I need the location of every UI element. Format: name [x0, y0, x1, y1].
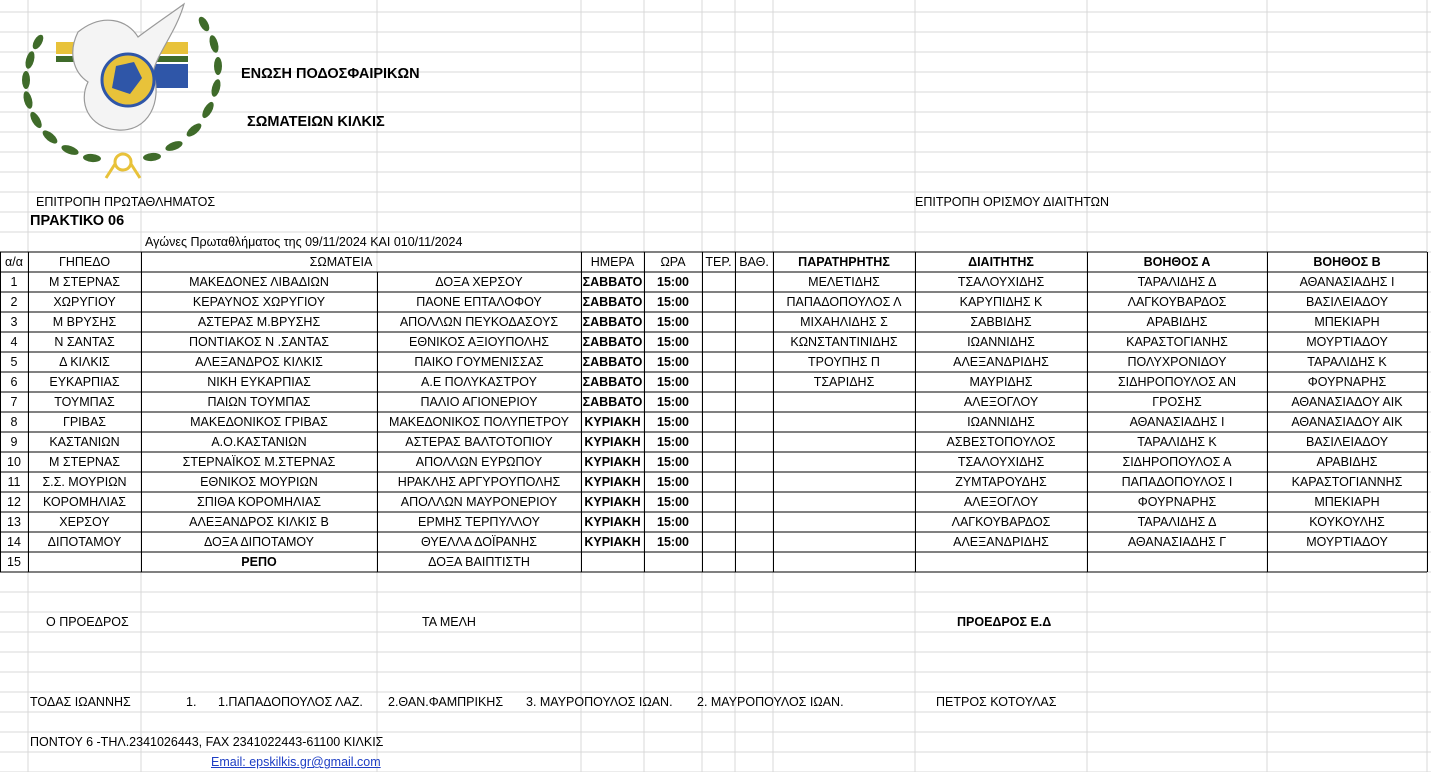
- email-link[interactable]: Email: epskilkis.gr@gmail.com: [211, 755, 381, 769]
- col-referee-header: ΔΙΑΙΤΗΤΗΣ: [968, 255, 1034, 269]
- cell-day: ΚΥΡΙΑΚΗ: [584, 415, 641, 429]
- cell-time: 15:00: [657, 295, 689, 309]
- cell-assistant-b: ΜΠΕΚΙΑΡΗ: [1314, 315, 1380, 329]
- cell-day: ΚΥΡΙΑΚΗ: [584, 475, 641, 489]
- cell-day: ΣΑΒΒΑΤΟ: [582, 355, 643, 369]
- cell-num: 6: [10, 375, 18, 389]
- cell-referee: ΤΣΑΛΟΥΧΙΔΗΣ: [957, 455, 1045, 469]
- cell-assistant-a: ΛΑΓΚΟΥΒΑΡΔΟΣ: [1127, 295, 1227, 309]
- cell-assistant-b: ΜΟΥΡΤΙΑΔΟΥ: [1306, 535, 1388, 549]
- committee-left: ΕΠΙΤΡΟΠΗ ΠΡΩΤΑΘΛΗΜΑΤΟΣ: [36, 195, 216, 209]
- cell-assistant-a: ΑΘΑΝΑΣΙΑΔΗΣ Γ: [1127, 535, 1227, 549]
- cell-num: 13: [7, 515, 21, 529]
- cell-assistant-b: ΒΑΣΙΛΕΙΑΔΟΥ: [1305, 435, 1389, 449]
- cell-time: 15:00: [657, 455, 689, 469]
- cell-observer: ΜΕΛΕΤΙΔΗΣ: [808, 275, 880, 289]
- cell-assistant-b: ΦΟΥΡΝΑΡΗΣ: [1307, 375, 1387, 389]
- cell-home: ΚΕΡΑΥΝΟΣ ΧΩΡΥΓΙΟΥ: [192, 295, 326, 309]
- cell-home: ΝΙΚΗ ΕΥΚΑΡΠΙΑΣ: [207, 375, 311, 389]
- cell-away: ΔΟΞΑ ΧΕΡΣΟΥ: [435, 275, 523, 289]
- cell-referee: ΙΩΑΝΝΙΔΗΣ: [967, 335, 1035, 349]
- cell-referee: ΚΑΡΥΠΙΔΗΣ Κ: [959, 295, 1043, 309]
- cell-referee: ΑΛΕΞΑΝΔΡΙΔΗΣ: [953, 535, 1049, 549]
- cell-away: ΗΡΑΚΛΗΣ ΑΡΓΥΡΟΥΠΟΛΗΣ: [397, 475, 561, 489]
- col-teams-header: ΣΩΜΑΤΕΙΑ: [309, 255, 373, 269]
- col-observer-header: ΠΑΡΑΤΗΡΗΤΗΣ: [798, 255, 890, 269]
- cell-home: ΔΟΞΑ ΔΙΠΟΤΑΜΟΥ: [203, 535, 315, 549]
- cell-ground: Μ ΒΡΥΣΗΣ: [52, 315, 117, 329]
- cell-home: ΜΑΚΕΔΟΝΕΣ ΛΙΒΑΔΙΩΝ: [189, 275, 329, 289]
- cell-time: 15:00: [657, 395, 689, 409]
- cell-observer: [773, 392, 915, 412]
- cell-assistant-a: ΦΟΥΡΝΑΡΗΣ: [1137, 495, 1217, 509]
- cell-home: ΑΛΕΞΑΝΔΡΟΣ ΚΙΛΚΙΣ Β: [189, 515, 329, 529]
- cell-ground: ΔΙΠΟΤΑΜΟΥ: [47, 535, 122, 549]
- cell-referee: ΑΛΕΞΟΓΛΟΥ: [963, 495, 1039, 509]
- cell-home: ΡΕΠΟ: [241, 555, 277, 569]
- cell-away: ΠΑΛΙΟ ΑΓΙΟΝΕΡΙΟΥ: [420, 395, 538, 409]
- footer-address: ΠΟΝΤΟΥ 6 -ΤΗΛ.2341026443, FAX 2341022443-61100 ΚΙΛΚΙΣ: [30, 735, 384, 749]
- cell-ground: Μ ΣΤΕΡΝΑΣ: [48, 455, 120, 469]
- cell-home: ΑΛΕΞΑΝΔΡΟΣ ΚΙΛΚΙΣ: [195, 355, 323, 369]
- cell-referee: ΑΣΒΕΣΤΟΠΟΥΛΟΣ: [946, 435, 1056, 449]
- cell-away: ΕΘΝΙΚΟΣ ΑΞΙΟΥΠΟΛΗΣ: [409, 335, 549, 349]
- cell-referee: ΜΑΥΡΙΔΗΣ: [969, 375, 1033, 389]
- cell-time: 15:00: [657, 375, 689, 389]
- cell-day: ΚΥΡΙΑΚΗ: [584, 535, 641, 549]
- org-name-line2: ΣΩΜΑΤΕΙΩΝ ΚΙΛΚΙΣ: [247, 114, 385, 130]
- cell-observer: ΤΡΟΥΠΗΣ Π: [808, 355, 880, 369]
- cell-referee: ΑΛΕΞΟΓΛΟΥ: [963, 395, 1039, 409]
- cell-ground: ΚΑΣΤΑΝΙΩΝ: [49, 435, 120, 449]
- cell-num: 14: [7, 535, 21, 549]
- matches-subtitle: Αγώνες Πρωταθλήματος της 09/11/2024 ΚΑΙ 010/11/2024: [145, 235, 463, 249]
- cell-assistant-b: ΜΠΕΚΙΑΡΗ: [1314, 495, 1380, 509]
- cell-away: ΔΟΞΑ ΒΑΙΠΤΙΣΤΗ: [428, 555, 530, 569]
- cell-referee: ΣΑΒΒΙΔΗΣ: [970, 315, 1032, 329]
- cell-assistant-a: ΚΑΡΑΣΤΟΓΙΑΝΗΣ: [1126, 335, 1228, 349]
- cell-assistant-b: ΑΘΑΝΑΣΙΑΔΟΥ ΑΙΚ: [1291, 415, 1403, 429]
- member-2: 2.ΘΑΝ.ΦΑΜΠΡΙΚΗΣ: [388, 695, 504, 709]
- cell-observer: [773, 452, 915, 472]
- cell-observer: [773, 512, 915, 532]
- cell-day: ΣΑΒΒΑΤΟ: [582, 395, 643, 409]
- cell-referee: ΖΥΜΤΑΡΟΥΔΗΣ: [955, 475, 1047, 489]
- cell-assistant-a: [1087, 552, 1267, 572]
- cell-day: ΚΥΡΙΑΚΗ: [584, 435, 641, 449]
- cell-assistant-a: ΤΑΡΑΛΙΔΗΣ Κ: [1137, 435, 1217, 449]
- col-day-header: ΗΜΕΡΑ: [590, 255, 635, 269]
- cell-away: ΜΑΚΕΔΟΝΙΚΟΣ ΠΟΛΥΠΕΤΡΟΥ: [389, 415, 569, 429]
- cell-away: ΑΠΟΛΛΩΝ ΜΑΥΡΟΝΕΡΙΟΥ: [400, 495, 558, 509]
- cell-num: 5: [10, 355, 18, 369]
- cell-assistant-b: ΚΑΡΑΣΤΟΓΙΑΝΝΗΣ: [1291, 475, 1403, 489]
- cell-observer: [773, 532, 915, 552]
- president-name: ΤΟΔΑΣ ΙΩΑΝΝΗΣ: [30, 695, 131, 709]
- president-label: Ο ΠΡΟΕΔΡΟΣ: [46, 615, 129, 629]
- cell-time: [644, 552, 702, 572]
- cell-ground: [28, 552, 141, 572]
- cell-ground: Σ.Σ. ΜΟΥΡΙΩΝ: [42, 475, 127, 489]
- cell-ground: ΧΕΡΣΟΥ: [59, 515, 110, 529]
- cell-observer: ΠΑΠΑΔΟΠΟΥΛΟΣ Λ: [786, 295, 902, 309]
- cell-num: 8: [10, 415, 18, 429]
- cell-ground: ΓΡΙΒΑΣ: [62, 415, 107, 429]
- cell-referee: ΑΛΕΞΑΝΔΡΙΔΗΣ: [953, 355, 1049, 369]
- cell-home: ΠΑΙΩΝ ΤΟΥΜΠΑΣ: [207, 395, 311, 409]
- cell-num: 1: [10, 275, 18, 289]
- org-name-line1: ΕΝΩΣΗ ΠΟΔΟΣΦΑΙΡΙΚΩΝ: [241, 66, 420, 82]
- cell-assistant-a: ΠΟΛΥΧΡΟΝΙΔΟΥ: [1127, 355, 1227, 369]
- cell-assistant-a: ΑΘΑΝΑΣΙΑΔΗΣ Ι: [1129, 415, 1225, 429]
- cell-assistant-a: ΣΙΔΗΡΟΠΟΥΛΟΣ ΑΝ: [1117, 375, 1237, 389]
- cell-referee: ΙΩΑΝΝΙΔΗΣ: [967, 415, 1035, 429]
- ed-president-label: ΠΡΟΕΔΡΟΣ Ε.Δ: [957, 615, 1052, 629]
- cell-day: ΣΑΒΒΑΤΟ: [582, 295, 643, 309]
- cell-ground: ΕΥΚΑΡΠΙΑΣ: [49, 375, 120, 389]
- member-1: 1.ΠΑΠΑΔΟΠΟΥΛΟΣ ΛΑΖ.: [218, 695, 363, 709]
- cell-assistant-b: ΚΟΥΚΟΥΛΗΣ: [1309, 515, 1385, 529]
- cell-num: 9: [10, 435, 18, 449]
- cell-assistant-a: ΤΑΡΑΛΙΔΗΣ Δ: [1137, 515, 1217, 529]
- col-ter-header: ΤΕΡ.: [705, 255, 732, 269]
- cell-assistant-a: ΠΑΠΑΔΟΠΟΥΛΟΣ Ι: [1121, 475, 1233, 489]
- member-4: 2. ΜΑΥΡΟΠΟΥΛΟΣ ΙΩΑΝ.: [697, 695, 844, 709]
- cell-time: 15:00: [657, 535, 689, 549]
- cell-ground: ΧΩΡΥΓΙΟΥ: [53, 295, 116, 309]
- cell-away: ΘΥΕΛΛΑ ΔΟΪΡΑΝΗΣ: [421, 535, 537, 549]
- cell-day: ΚΥΡΙΑΚΗ: [584, 455, 641, 469]
- cell-home: ΠΟΝΤΙΑΚΟΣ Ν .ΣΑΝΤΑΣ: [189, 335, 329, 349]
- cell-assistant-a: ΑΡΑΒΙΔΗΣ: [1146, 315, 1208, 329]
- cell-ground: ΚΟΡΟΜΗΛΙΑΣ: [42, 495, 127, 509]
- cell-observer: ΤΣΑΡΙΔΗΣ: [813, 375, 875, 389]
- cell-assistant-b: [1267, 552, 1427, 572]
- cell-assistant-b: ΜΟΥΡΤΙΑΔΟΥ: [1306, 335, 1388, 349]
- col-ground-header: ΓΗΠΕΔΟ: [58, 255, 111, 269]
- cell-observer: [773, 492, 915, 512]
- cell-time: 15:00: [657, 415, 689, 429]
- cell-num: 10: [7, 455, 21, 469]
- cell-away: ΠΑΙΚΟ ΓΟΥΜΕΝΙΣΣΑΣ: [414, 355, 544, 369]
- cell-day: ΣΑΒΒΑΤΟ: [582, 375, 643, 389]
- cell-observer: ΜΙΧΑΗΛΙΔΗΣ Σ: [800, 315, 888, 329]
- cell-observer: [773, 412, 915, 432]
- cell-observer: ΚΩΝΣΤΑΝΤΙΝΙΔΗΣ: [790, 335, 898, 349]
- cell-num: 2: [10, 295, 18, 309]
- cell-time: 15:00: [657, 475, 689, 489]
- cell-away: Α.Ε ΠΟΛΥΚΑΣΤΡΟΥ: [421, 375, 537, 389]
- cell-observer: [773, 432, 915, 452]
- cell-day: ΣΑΒΒΑΤΟ: [582, 275, 643, 289]
- member-index: 1.: [186, 695, 197, 709]
- cell-time: 15:00: [657, 315, 689, 329]
- cell-num: 12: [7, 495, 21, 509]
- cell-num: 7: [10, 395, 18, 409]
- committee-right: ΕΠΙΤΡΟΠΗ ΟΡΙΣΜΟΥ ΔΙΑΙΤΗΤΩΝ: [915, 195, 1110, 209]
- cell-assistant-b: ΒΑΣΙΛΕΙΑΔΟΥ: [1305, 295, 1389, 309]
- col-time-header: ΩΡΑ: [660, 255, 686, 269]
- cell-assistant-a: ΤΑΡΑΛΙΔΗΣ Δ: [1137, 275, 1217, 289]
- minutes-title: ΠΡΑΚΤΙΚΟ 06: [30, 213, 125, 229]
- cell-time: 15:00: [657, 355, 689, 369]
- col-assistant-a-header: ΒΟΗΘΟΣ Α: [1143, 255, 1211, 269]
- cell-away: ΠΑΟΝΕ ΕΠΤΑΛΟΦΟΥ: [416, 295, 542, 309]
- cell-home: ΑΣΤΕΡΑΣ Μ.ΒΡΥΣΗΣ: [197, 315, 321, 329]
- cell-home: ΣΠΙΘΑ ΚΟΡΟΜΗΛΙΑΣ: [197, 495, 321, 509]
- cell-time: 15:00: [657, 335, 689, 349]
- cell-time: 15:00: [657, 495, 689, 509]
- cell-num: 3: [10, 315, 18, 329]
- cell-num: 4: [10, 335, 18, 349]
- cell-referee: ΤΣΑΛΟΥΧΙΔΗΣ: [957, 275, 1045, 289]
- col-assistant-b-header: ΒΟΗΘΟΣ Β: [1313, 255, 1381, 269]
- cell-away: ΑΠΟΛΛΩΝ ΕΥΡΩΠΟΥ: [415, 455, 543, 469]
- cell-assistant-a: ΓΡΟΣΗΣ: [1152, 395, 1202, 409]
- cell-time: 15:00: [657, 275, 689, 289]
- cell-assistant-a: ΣΙΔΗΡΟΠΟΥΛΟΣ Α: [1122, 455, 1232, 469]
- cell-ground: Δ ΚΙΛΚΙΣ: [59, 355, 110, 369]
- cell-ground: ΤΟΥΜΠΑΣ: [54, 395, 115, 409]
- cell-time: 15:00: [657, 515, 689, 529]
- cell-home: Α.Ο.ΚΑΣΤΑΝΙΩΝ: [211, 435, 307, 449]
- cell-observer: [773, 552, 915, 572]
- cell-day: ΚΥΡΙΑΚΗ: [584, 495, 641, 509]
- cell-num: 15: [7, 555, 21, 569]
- cell-day: ΣΑΒΒΑΤΟ: [582, 315, 643, 329]
- cell-home: ΜΑΚΕΔΟΝΙΚΟΣ ΓΡΙΒΑΣ: [190, 415, 328, 429]
- cell-num: 11: [7, 475, 21, 489]
- cell-day: ΣΑΒΒΑΤΟ: [582, 335, 643, 349]
- cell-ground: Μ ΣΤΕΡΝΑΣ: [48, 275, 120, 289]
- cell-assistant-b: ΑΘΑΝΑΣΙΑΔΗΣ Ι: [1299, 275, 1395, 289]
- col-vath-header: ΒΑΘ.: [739, 255, 769, 269]
- cell-assistant-b: ΑΡΑΒΙΔΗΣ: [1316, 455, 1378, 469]
- cell-referee: [915, 552, 1087, 572]
- cell-home: ΕΘΝΙΚΟΣ ΜΟΥΡΙΩΝ: [200, 475, 318, 489]
- cell-ground: Ν ΣΑΝΤΑΣ: [54, 335, 115, 349]
- cell-home: ΣΤΕΡΝΑΪΚΟΣ Μ.ΣΤΕΡΝΑΣ: [182, 455, 336, 469]
- cell-away: ΑΠΟΛΛΩΝ ΠΕΥΚΟΔΑΣΟΥΣ: [399, 315, 559, 329]
- ed-president-name: ΠΕΤΡΟΣ ΚΟΤΟΥΛΑΣ: [936, 695, 1057, 709]
- cell-away: ΑΣΤΕΡΑΣ ΒΑΛΤΟΤΟΠΙΟΥ: [405, 435, 553, 449]
- cell-day: [581, 552, 644, 572]
- cell-assistant-b: ΤΑΡΑΛΙΔΗΣ Κ: [1307, 355, 1387, 369]
- cell-day: ΚΥΡΙΑΚΗ: [584, 515, 641, 529]
- members-label: ΤΑ ΜΕΛΗ: [422, 615, 476, 629]
- cell-time: 15:00: [657, 435, 689, 449]
- federation-logo: [8, 2, 240, 188]
- col-num-header: α/α: [5, 255, 23, 269]
- cell-observer: [773, 472, 915, 492]
- cell-assistant-b: ΑΘΑΝΑΣΙΑΔΟΥ ΑΙΚ: [1291, 395, 1403, 409]
- member-3: 3. ΜΑΥΡΟΠΟΥΛΟΣ ΙΩΑΝ.: [526, 695, 673, 709]
- cell-referee: ΛΑΓΚΟΥΒΑΡΔΟΣ: [951, 515, 1051, 529]
- cell-away: ΕΡΜΗΣ ΤΕΡΠΥΛΛΟΥ: [418, 515, 540, 529]
